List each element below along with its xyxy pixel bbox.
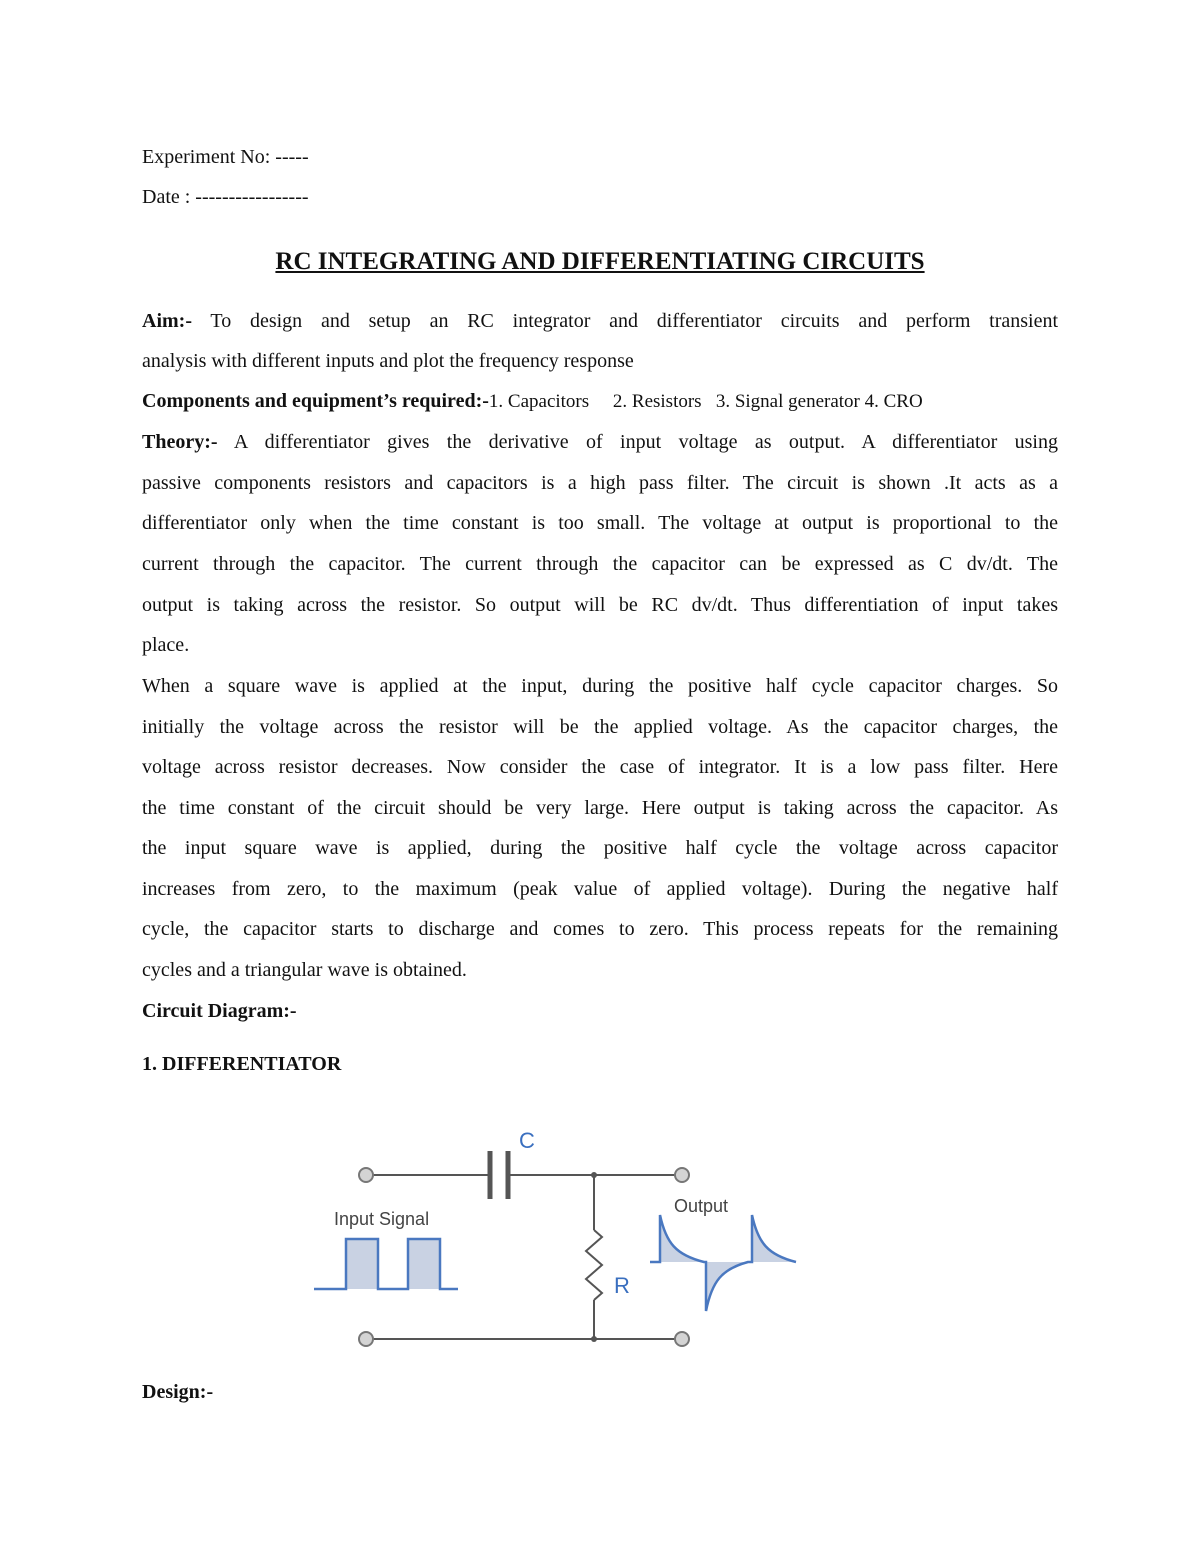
aim-paragraph: [142, 310, 1058, 333]
junction-dot-bottom: [591, 1336, 597, 1342]
aim-label: Aim:-: [142, 310, 192, 332]
terminal-input-top: [359, 1168, 373, 1182]
theory-line-13: cycle, the capacitor starts to discharge and comes to zero. This process repeats for the remaining: [142, 918, 1058, 940]
components-label: Components and equipment’s required:-: [142, 390, 489, 412]
theory-line-12: increases from zero, to the maximum (peak value of applied voltage). During the negative half: [142, 878, 1058, 900]
aim-line-1: To design and setup an RC integrator and differentiator circuits and perform transient: [191, 310, 1058, 332]
aim-line-2: analysis with different inputs and plot the frequency response: [142, 350, 634, 372]
capacitor-symbol: [490, 1151, 508, 1199]
differentiator-heading: [142, 1053, 341, 1076]
output-spike-wave-negative: [706, 1262, 748, 1311]
theory-line-11: the input square wave is applied, during the positive half cycle the voltage across capacitor: [142, 837, 1058, 859]
theory-line-10: the time constant of the circuit should be very large. Here output is taking across the capacitor. As: [142, 797, 1058, 819]
theory-line-6: place.: [142, 634, 190, 656]
theory-line-3: differentiator only when the time constant is too small. The voltage at output is proportional to the: [142, 512, 1058, 534]
junction-dot-top: [591, 1172, 597, 1178]
differentiator-heading-text: 1. DIFFERENTIATOR: [142, 1053, 342, 1075]
design-heading-text: Design:-: [142, 1381, 214, 1403]
circuit-diagram-heading: [142, 1000, 297, 1023]
output-label: Output: [674, 1196, 729, 1216]
circuit-diagram-heading-text: Circuit Diagram:-: [142, 1000, 297, 1022]
terminal-output-top: [675, 1168, 689, 1182]
theory-line-9: voltage across resistor decreases. Now consider the case of integrator. It is a low pass filter. Here: [142, 756, 1058, 778]
resistor-label: R: [614, 1273, 630, 1298]
theory-line-2: passive components resistors and capacitors is a high pass filter. The circuit is shown .It acts as a: [142, 472, 1058, 494]
experiment-date: Date : -----------------: [142, 186, 309, 208]
experiment-number: Experiment No: -----: [142, 146, 309, 168]
theory-line-8: initially the voltage across the resistor will be the applied voltage. As the capacitor charges, the: [142, 716, 1058, 738]
theory-line-7: When a square wave is applied at the input, during the positive half cycle capacitor charges. So: [142, 675, 1058, 697]
input-signal-label: Input Signal: [334, 1209, 430, 1229]
theory-line-1: [142, 431, 1058, 454]
input-square-wave: [314, 1239, 458, 1289]
document-title: RC INTEGRATING AND DIFFERENTIATING CIRCUITS: [275, 248, 925, 275]
resistor-symbol: [586, 1230, 602, 1300]
theory-line-14: cycles and a triangular wave is obtained.: [142, 959, 467, 981]
differentiator-circuit-diagram: [300, 1115, 810, 1365]
theory-line-5: output is taking across the resistor. So output will be RC dv/dt. Thus differentiation of input takes: [142, 594, 1058, 616]
design-heading: [142, 1381, 213, 1404]
components-paragraph: [142, 390, 923, 413]
theory-line-4: current through the capacitor. The current through the capacitor can be expressed as C dv/dt. The: [142, 553, 1058, 575]
terminal-output-bottom: [675, 1332, 689, 1346]
theory-label: Theory:-: [142, 431, 218, 453]
capacitor-label: C: [519, 1128, 535, 1153]
terminal-input-bottom: [359, 1332, 373, 1346]
components-items: 1. Capacitors 2. Resistors 3. Signal generator 4. CRO: [488, 391, 923, 412]
theory-text-0: A differentiator gives the derivative of input voltage as output. A differentiator using: [217, 431, 1058, 453]
